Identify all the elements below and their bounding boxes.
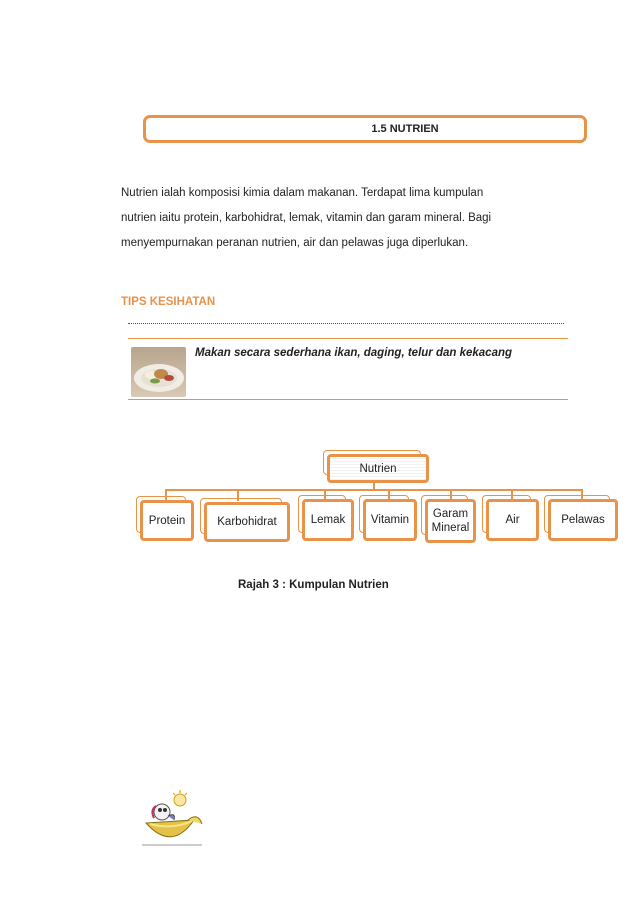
diagram-root-label: Nutrien xyxy=(359,462,397,475)
diagram-node-label: Garam Mineral xyxy=(431,508,470,534)
diagram-node-label: Karbohidrat xyxy=(217,516,277,528)
dotted-divider xyxy=(128,323,564,324)
diagram-node-karbohidrat xyxy=(204,502,290,542)
section-title: 1.5 NUTRIEN xyxy=(371,123,439,135)
intro-line: Nutrien ialah komposisi kimia dalam makanan. Terdapat lima kumpulan xyxy=(121,187,484,199)
diagram-node-lemak xyxy=(302,499,354,541)
diagram-node-label: Vitamin xyxy=(370,514,410,526)
diagram-node-label: Lemak xyxy=(310,514,346,526)
section-title-box xyxy=(143,115,587,143)
connector-horizontal-bus xyxy=(165,489,582,491)
connector-drop xyxy=(165,489,167,500)
intro-line: menyempurnakan peranan nutrien, air dan pelawas juga diperlukan. xyxy=(121,237,469,249)
connector-drop xyxy=(581,489,583,499)
bowl-clipart-icon xyxy=(140,790,204,848)
tip-text: Makan secara sederhana ikan, daging, telur dan kekacang xyxy=(195,347,513,359)
diagram-node-pelawas xyxy=(548,499,618,541)
diagram-node-label: Air xyxy=(505,514,520,526)
connector-drop xyxy=(324,489,326,499)
diagram-node-air xyxy=(486,499,539,541)
connector-drop xyxy=(388,489,390,499)
tip-top-divider xyxy=(128,338,568,339)
diagram-node-vitamin xyxy=(363,499,417,541)
diagram-node-label: Pelawas xyxy=(561,514,605,526)
connector-drop xyxy=(237,489,239,501)
connector-drop xyxy=(511,489,513,499)
diagram-root-nutrien xyxy=(327,454,429,483)
connector-drop xyxy=(450,489,452,499)
intro-line: nutrien iaitu protein, karbohidrat, lemak, vitamin dan garam mineral. Bagi xyxy=(121,212,492,224)
tip-bottom-divider xyxy=(128,399,568,400)
diagram-node-protein xyxy=(140,500,194,541)
diagram-node-label: Protein xyxy=(148,514,186,527)
tips-heading: TIPS KESIHATAN xyxy=(121,296,216,308)
diagram-node-garam-mineral xyxy=(425,499,476,543)
intro-paragraph xyxy=(121,181,551,256)
figure-caption: Rajah 3 : Kumpulan Nutrien xyxy=(238,579,389,591)
food-plate-photo xyxy=(131,347,186,397)
